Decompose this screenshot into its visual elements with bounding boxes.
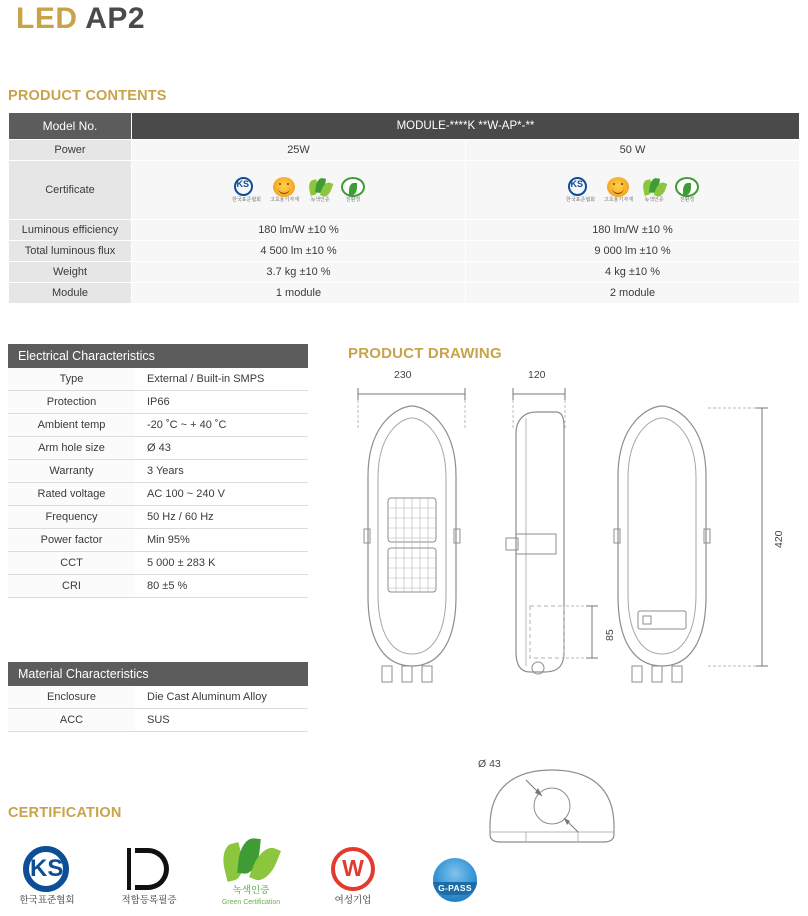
- weight-25w: 3.7 kg ±10 %: [132, 262, 466, 283]
- spec-value-acc: SUS: [135, 709, 308, 732]
- section-title-product-drawing: PRODUCT DRAWING: [348, 345, 502, 362]
- section-title-product-contents: PRODUCT CONTENTS: [8, 88, 167, 104]
- electrical-characteristics-block: [8, 344, 308, 598]
- table-row: [8, 709, 308, 732]
- spec-key-arm-hole-size: Arm hole size: [8, 437, 135, 460]
- green-leaf-mark-caption: 녹색인증: [310, 196, 330, 203]
- spec-value-rated-voltage: AC 100 ~ 240 V: [135, 483, 308, 506]
- green-certification-subcaption: Green Certification: [221, 898, 281, 906]
- spec-value-ambient-temp: -20 ˚C ~ + 40 ˚C: [135, 414, 308, 437]
- spec-value-arm-hole-size: Ø 43: [135, 437, 308, 460]
- dim-width-front: 230: [394, 369, 412, 381]
- dim-height: 420: [773, 530, 785, 548]
- spec-key-protection: Protection: [8, 391, 135, 414]
- electrical-characteristics-header: Electrical Characteristics: [8, 344, 308, 368]
- table-row: [9, 283, 800, 304]
- spec-key-type: Type: [8, 368, 135, 391]
- model-no-value: MODULE-****K **W-AP*-**: [132, 113, 800, 140]
- power-50w: 50 W: [466, 140, 800, 161]
- women-enterprise-caption: 여성기업: [334, 895, 372, 907]
- model-no-label: Model No.: [9, 113, 132, 140]
- table-row: [8, 460, 308, 483]
- product-drawing-svg: [330, 366, 800, 846]
- module-25w: 1 module: [132, 283, 466, 304]
- efficiency-mark: [604, 177, 633, 204]
- spec-key-ambient-temp: Ambient temp: [8, 414, 135, 437]
- row-label-module: Module: [9, 283, 132, 304]
- spec-value-frequency: 50 Hz / 60 Hz: [135, 506, 308, 529]
- spec-key-warranty: Warranty: [8, 460, 135, 483]
- luminous-efficiency-25w: 180 lm/W ±10 %: [132, 220, 466, 241]
- dim-width-side: 120: [528, 369, 546, 381]
- g-pass-logo: G-PASS: [416, 857, 494, 907]
- row-label-power: Power: [9, 140, 132, 161]
- material-characteristics-block: [8, 662, 308, 732]
- page-title: [16, 2, 145, 36]
- eco-label-mark: [341, 177, 365, 204]
- electrical-characteristics-table: [8, 368, 308, 598]
- kc-logo: [110, 846, 188, 907]
- green-certification-caption: 녹색인증: [232, 885, 270, 896]
- total-luminous-flux-25w: 4 500 lm ±10 %: [132, 241, 466, 262]
- spec-key-cct: CCT: [8, 552, 135, 575]
- ks-mark-caption: 한국표준협회: [232, 196, 261, 203]
- green-leaf-mark: [642, 177, 666, 204]
- ks-mark: KS 한국표준협회: [566, 178, 595, 203]
- ks-mark: KS 한국표준협회: [232, 178, 261, 203]
- weight-50w: 4 kg ±10 %: [466, 262, 800, 283]
- spec-value-type: External / Built-in SMPS: [135, 368, 308, 391]
- module-50w: 2 module: [466, 283, 800, 304]
- spec-value-enclosure: Die Cast Aluminum Alloy: [135, 686, 308, 709]
- efficiency-mark-caption-2: 고효율기자재: [604, 196, 633, 203]
- product-contents-table: [8, 112, 800, 304]
- table-row: [8, 368, 308, 391]
- table-row: [8, 686, 308, 709]
- title-model: AP2: [85, 2, 146, 35]
- table-row: [9, 140, 800, 161]
- table-row: [9, 113, 800, 140]
- row-label-weight: Weight: [9, 262, 132, 283]
- table-row: [8, 391, 308, 414]
- table-row: [9, 220, 800, 241]
- row-label-total-luminous-flux: Total luminous flux: [9, 241, 132, 262]
- spec-key-power-factor: Power factor: [8, 529, 135, 552]
- certificate-marks-25w: [132, 161, 466, 220]
- spec-key-enclosure: Enclosure: [8, 686, 135, 709]
- spec-key-frequency: Frequency: [8, 506, 135, 529]
- row-label-luminous-efficiency: Luminous efficiency: [9, 220, 132, 241]
- power-25w: 25W: [132, 140, 466, 161]
- green-certification-logo: [212, 836, 290, 907]
- eco-label-mark-caption-2: 친환경: [679, 196, 695, 203]
- table-row: [9, 241, 800, 262]
- dim-hole: Ø 43: [478, 758, 501, 770]
- section-title-certification: CERTIFICATION: [8, 805, 122, 821]
- material-characteristics-table: [8, 686, 308, 732]
- material-characteristics-header: Material Characteristics: [8, 662, 308, 686]
- table-row: [8, 483, 308, 506]
- ks-mark-caption-2: 한국표준협회: [566, 196, 595, 203]
- spec-value-power-factor: Min 95%: [135, 529, 308, 552]
- table-row: [8, 414, 308, 437]
- product-drawing-area: [330, 366, 800, 846]
- efficiency-mark: [270, 177, 299, 204]
- table-row: [8, 437, 308, 460]
- spec-key-cri: CRI: [8, 575, 135, 598]
- spec-value-protection: IP66: [135, 391, 308, 414]
- certification-logo-list: [8, 836, 494, 907]
- row-label-certificate: Certificate: [9, 161, 132, 220]
- eco-label-mark-caption: 친환경: [345, 196, 361, 203]
- women-enterprise-logo: W 여성기업: [314, 846, 392, 907]
- total-luminous-flux-50w: 9 000 lm ±10 %: [466, 241, 800, 262]
- spec-key-acc: ACC: [8, 709, 135, 732]
- title-led: LED: [16, 2, 78, 35]
- dim-bottom: 85: [604, 629, 616, 641]
- certificate-marks-50w: [466, 161, 800, 220]
- table-row: [8, 552, 308, 575]
- green-leaf-mark-caption-2: 녹색인증: [644, 196, 664, 203]
- spec-value-cct: 5 000 ± 283 K: [135, 552, 308, 575]
- kc-logo-caption: 적합등록필증: [121, 895, 177, 907]
- luminous-efficiency-50w: 180 lm/W ±10 %: [466, 220, 800, 241]
- table-row: [9, 262, 800, 283]
- ks-logo-caption: 한국표준협회: [19, 895, 75, 907]
- efficiency-mark-caption: 고효율기자재: [270, 196, 299, 203]
- table-row: [8, 575, 308, 598]
- table-row: [8, 506, 308, 529]
- spec-value-cri: 80 ±5 %: [135, 575, 308, 598]
- ks-logo: KS 한국표준협회: [8, 846, 86, 907]
- table-row: [8, 529, 308, 552]
- eco-label-mark: [675, 177, 699, 204]
- spec-key-rated-voltage: Rated voltage: [8, 483, 135, 506]
- spec-value-warranty: 3 Years: [135, 460, 308, 483]
- table-row: [9, 161, 800, 220]
- green-leaf-mark: [308, 177, 332, 204]
